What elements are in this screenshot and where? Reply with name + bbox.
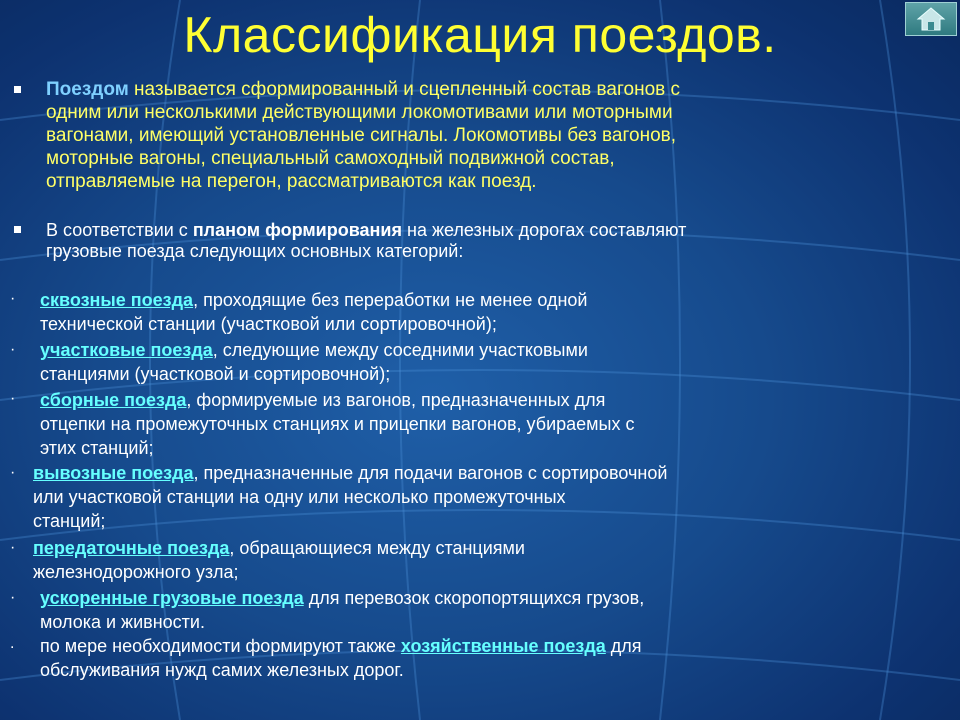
item-text: , обращающиеся между станциями <box>229 538 525 558</box>
page-title: Классификация поездов. <box>183 7 777 63</box>
intro-paragraph <box>46 78 946 193</box>
list-item <box>40 288 588 336</box>
category-link[interactable]: ускоренные грузовые поезда <box>40 588 304 608</box>
intro-line: моторные вагоны, специальный самоходный подвижной состав, <box>46 148 615 169</box>
item-text: станциями (участковой и сортировочной); <box>40 364 391 384</box>
item-text: , предназначенные для подачи вагонов с сортировочной <box>193 463 668 483</box>
bullet-square <box>14 86 21 93</box>
item-text: технической станции (участковой или сортировочной); <box>40 314 497 334</box>
intro-line: называется сформированный и сцепленный состав вагонов с <box>128 79 681 100</box>
home-button[interactable] <box>905 2 957 36</box>
list-marker: · <box>10 390 16 407</box>
item-text: отцепки на промежуточных станциях и прицепки вагонов, убираемых с <box>40 414 635 434</box>
item-text: для <box>605 636 642 656</box>
item-text: станций; <box>33 511 106 531</box>
item-text: железнодорожного узла; <box>33 562 239 582</box>
plan-text: на железных дорогах составляют <box>402 220 687 240</box>
item-text: по мере необходимости формируют также <box>40 636 401 656</box>
plan-paragraph <box>46 220 946 262</box>
list-marker: . <box>10 635 15 652</box>
plan-term: планом формирования <box>192 220 402 240</box>
item-text: молока и живности. <box>40 612 205 632</box>
item-text: , формируемые из вагонов, предназначенных для <box>186 390 606 410</box>
category-link[interactable]: участковые поезда <box>40 340 213 360</box>
plan-text: грузовые поезда следующих основных категорий: <box>46 241 464 261</box>
category-link[interactable]: хозяйственные поезда <box>400 636 606 656</box>
plan-text: В соответствии с <box>46 220 193 240</box>
item-text: этих станций; <box>40 438 154 458</box>
item-text: для перевозок скоропортящихся грузов, <box>303 588 645 608</box>
intro-line: одним или несколькими действующими локомотивами или моторными <box>46 102 673 123</box>
item-text: или участковой станции на одну или несколько промежуточных <box>33 487 566 507</box>
item-text: обслуживания нужд самих железных дорог. <box>40 660 404 680</box>
category-link[interactable]: сборные поезда <box>40 390 187 410</box>
list-item <box>40 634 642 682</box>
list-marker: · <box>10 464 16 481</box>
category-link[interactable]: передаточные поезда <box>33 538 230 558</box>
list-item <box>33 461 667 533</box>
list-item <box>33 536 525 584</box>
list-marker: · <box>10 589 16 606</box>
list-item <box>40 586 644 634</box>
item-text: , следующие между соседними участковыми <box>212 340 588 360</box>
list-item <box>40 388 634 460</box>
item-text: , проходящие без переработки не менее одной <box>193 290 588 310</box>
bullet-square <box>14 226 21 233</box>
intro-term: Поездом <box>46 79 129 100</box>
list-item <box>40 338 588 386</box>
list-marker: · <box>10 290 16 307</box>
category-link[interactable]: сквозные поезда <box>40 290 194 310</box>
list-marker: · <box>10 341 16 358</box>
intro-line: вагонами, имеющий установленные сигналы. Локомотивы без вагонов, <box>46 125 677 146</box>
home-icon <box>906 3 956 35</box>
intro-line: отправляемые на перегон, рассматриваются как поезд. <box>46 171 537 192</box>
list-marker: · <box>10 539 16 556</box>
category-link[interactable]: вывозные поезда <box>33 463 194 483</box>
